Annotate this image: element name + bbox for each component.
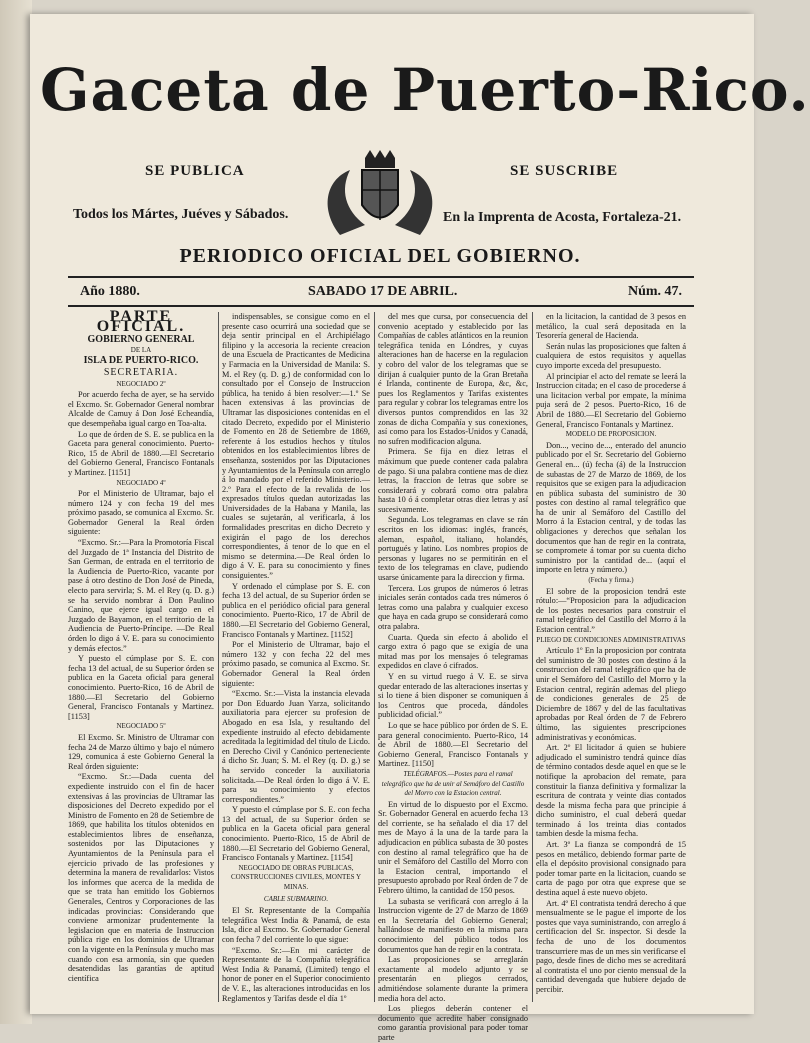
article-paragraph: Art. 4º El contratista tendrá derecho á que mensualmente se le pague el importe de los postes que vaya suministrando, con arreglo á certificacion del Sr. inspector. Si desde la fecha de uno de los documentos transcurriere mas de un mes sin verificarse el pago, desde fines de dicho mes se acreditará al contratista el uno por ciento mensual de la cantidad devengada que hubiere dejado de percibir. bbox=[536, 898, 686, 994]
article-paragraph: Y ordenado el cúmplase por S. E. con fecha 13 del actual, de su Superior órden se publica en el periódico oficial para general conocimiento. Puerto-Rico, 17 de Abril de 1880.—El Secretario del Gobierno General, Francisco Fontanals y Martinez. [1152] bbox=[222, 581, 370, 639]
article-paragraph: El sobre de la proposicion tendrá este rótulo:—“Proposicion para la adjudicacion de los postes necesarios para construir el ramal telegráfico del Castillo del Morro á la Estacion central.” bbox=[536, 586, 686, 634]
article-paragraph: Por el Ministerio de Ultramar, bajo el número 132 y con fecha 22 del mes próximo pasado, se comunica al Excmo. Sr. Gobernador General la Real órden siguiente: bbox=[222, 640, 370, 688]
issue-year: Año 1880. bbox=[80, 284, 140, 299]
masthead-title: Gaceta de Puerto-Rico. bbox=[40, 56, 810, 124]
model-heading: MODELO DE PROPOSICION. bbox=[565, 430, 657, 439]
article-paragraph: La subasta se verificará con arreglo á la Instruccion vigente de 27 de Marzo de 1869 en la Secretaría del Gobierno General; hallándose de manifiesto en la misma para conocimiento del público todos los documentos que han de regir en la contrata. bbox=[378, 896, 528, 954]
column-2 bbox=[222, 312, 370, 1002]
subscribe-label: SE SUSCRIBE bbox=[510, 163, 619, 179]
article-paragraph: Por acuerdo fecha de ayer, se ha servido el Excmo. Sr. Gobernador General nombrar Alcalde de Camuy á Don José Echeandía, que desempeñaba igual cargo en Toa-alta. bbox=[68, 390, 214, 428]
conditions-heading: PLIEGO DE CONDICIONES ADMINISTRATIVAS bbox=[536, 635, 686, 644]
article-paragraph: “Excmo. Sr.:—Dada cuenta del expediente instruido con el fin de hacer extensivas á las provincias de Ultramar las disposiciones del Decreto expedido por el Ministro de Fomento en 28 de Setiembre de 1869, que habilita los títulos obtenidos en establecimientos libres de enseñanza, sostenidos por las Diputaciones y Ayuntamientos de la Península para el ejercicio privado de las profesiones y determina la manera de revalidarlos: Vistos los informes que acerca de la medida de que se trata han emitido los Gobiernos Generales, Centros y Corporaciones de las indicadas provincias: Considerando que conviene armonizar prudentemente la legislacion que en materia de Instruccion pública rige en los dominios de Ultramar con la vigente en la Península y mucho mas cuando con esa armonía, sin que queden desatendidas las garantías de aptitud científica bbox=[68, 772, 214, 983]
article-paragraph: Primera. Se fija en diez letras el máximum que puede contener cada palabra de pago. Si una palabra contiene mas de diez letras, la fraccion de letras que sobre se considerará y cobrará como otra palabra hasta 10 ó á completar otras diez letras y así sucesivamente. bbox=[378, 447, 528, 514]
article-paragraph: El Excmo. Sr. Ministro de Ultramar con fecha 24 de Marzo último y bajo el número 129, comunica á este Gobierno General la Real órden siguiente: bbox=[68, 732, 214, 771]
header-rule-bottom bbox=[68, 305, 694, 307]
coat-of-arms-icon bbox=[320, 150, 440, 240]
article-paragraph: Cuarta. Queda sin efecto á abolido el cargo extra ó pago que se exigía de una mitad mas por los mensajes ó telegramas expedidos en clave ó cifrados. bbox=[378, 632, 528, 671]
publication-days: Todos los Mártes, Juéves y Sábados. bbox=[73, 207, 289, 222]
negociado-heading: NEGOCIADO 4º bbox=[116, 478, 166, 487]
newspaper-subtitle: PERIODICO OFICIAL DEL GOBIERNO. bbox=[179, 245, 581, 267]
article-paragraph: “Excmo. Sr.:—Vista la instancia elevada por Don Eduardo Juan Yarza, solicitando auxiliatoria para ejercer su profesion de Abogado en esa Isla, y resultando del expediente instruido al efecto debidamente acreditada la legitimidad del título de Licdo. en Derecho Civil y Canónico perteneciente á dicho Sr. Juan; S. M. el Rey (q. D. g.) se ha servido conceder la auxiliatoria solicitada.—De Real órden lo digo á V. E. para su conocimiento y efectos correspondientes.” bbox=[222, 689, 370, 804]
article-paragraph: Las proposiciones se arreglarán exactamente al modelo adjunto y se presentarán en pliegos cerrados, admitiéndose solamente durante la primera media hora del acto. bbox=[378, 955, 528, 1003]
negociado-heading: NEGOCIADO DE OBRAS PUBLICAS, CONSTRUCCIONES CIVILES, MONTES Y MINAS. bbox=[230, 863, 362, 892]
article-paragraph: Lo que de órden de S. E. se publica en la Gaceta para general conocimiento. Puerto-Rico, 15 de Abril de 1880.—El Secretario del Gobierno General, Francisco Fontanals y Martinez. [1151] bbox=[68, 429, 214, 477]
article-paragraph: Lo que se hace público por órden de S. E. para general conocimiento. Puerto-Rico, 14 de Abril de 1880.—El Secretario del Gobierno General, Francisco Fontanals y Martinez. [1150] bbox=[378, 720, 528, 769]
article-paragraph: en la licitacion, la cantidad de 3 pesos en metálico, la cual será depositada en la Tesorería general de Hacienda. bbox=[536, 312, 686, 341]
publish-label: SE PUBLICA bbox=[145, 163, 245, 179]
article-paragraph: “Excmo. Sr.:—Para la Promotoría Fiscal del Juzgado de 1ª Instancia del Distrito de San German, de entrada en el territorio de la Audiencia de Puerto-Rico, vacante por pase á otro destino de Don José de Pineda, electo para servirla; S. M. el Rey (q. D. g.) se ha servido nombrar á Don Paulino Canino, que ejerce igual cargo en el Juzgado de Bayamon, en el territorio de la Audiencia de Puerto-Príncipe. —De Real órden lo digo á V. E. para su conocimiento y demás efectos.” bbox=[68, 538, 214, 653]
article-paragraph: Y en su virtud ruego á V. E. se sirva quedar enterado de las alteraciones insertas y si lo tiene á bien disponer se comuniquen á los Centros que proceda, dándoles publicidad oficial.” bbox=[378, 671, 528, 720]
issue-date: SABADO 17 DE ABRIL. bbox=[308, 284, 458, 299]
heading-connector: DE LA bbox=[130, 345, 152, 354]
article-paragraph: del mes que cursa, por consecuencia del convenio aceptado y establecido por las Compañías de cables atlánticos en la reunion telegráfica tenida en Lóndres, y cuyas alteraciones han de hacerse en la regulacion y cobro del valor de los telegramas que se dirijan á cualquier punto de la Gran Bretaña é Irlanda, continente de Europa, &c, &c, pues los Reglamentos y Tarifas existentes para regular y cobrar los telegramas entre los diversos puntos comprendidos en las 32 zonas de dicha Compañía y sus conexiones, así como para los Estados-Unidos y Canadá, no sufren modificacion alguna. bbox=[378, 312, 528, 446]
article-paragraph: Segunda. Los telegramas en clave se rán escritos en los idiomas: inglés, francés, aleman, español, italiano, holandés, portugués y latino. Los nombres propios de personas y lugares no se permitirán en el texto de los telegramas en clave, pudiendo usarse únicamente para la direccion y firma. bbox=[378, 515, 528, 583]
telegraph-heading: TELÉGRAFOS.—Postes para el ramal telegráfico que ha de unir al Semáforo del Castillo del Morro con la Estacion central. bbox=[381, 769, 525, 798]
signature-note: (Fecha y firma.) bbox=[588, 576, 634, 585]
article-paragraph: Y puesto el cúmplase por S. E. con fecha 13 del actual, de su Superior órden se publica en la Gaceta oficial para general conocimiento. Puerto-Rico, 16 de Abril de 1880.—El Secretario del Gobierno General, Francisco Fontanals y Martinez. [1153] bbox=[68, 654, 214, 721]
column-divider bbox=[218, 312, 219, 1002]
island-heading: ISLA DE PUERTO-RICO. bbox=[83, 355, 199, 367]
article-paragraph: Art. 2º El licitador á quien se hubiere adjudicado el suministro tendrá quince días de término contados desde aquel en que se le notifique la aprobacion del remate, para constituir la fianza definitiva y formalizar la escritura de contrata y veinte dias contados desde la misma fecha para que principie á dicho suministro, el cual deberá quedar terminado á los treinta dias contados tambien desde la misma fecha. bbox=[536, 743, 686, 839]
column-divider bbox=[532, 312, 533, 1002]
article-paragraph: Don..., vecino de..., enterado del anuncio publicado por el Sr. Secretario del Gobierno General en... (ú) fecha (á) de la Instruccion de subastas de 27 de Marzo de 1869, de los requisitos que se exigen para la adjudicacion en pública subasta del suministro de 30 postes con destino al ramal telegráfico que ha de unir al Semáforo del Castillo del Morro á la Estacion central, y de todas las obligaciones y derechos que señalan los documentos que han de regir en la contrata, se compromete á tomar por su cuenta dicho suministro por la cantidad de... (aquí el importe en letra y número.) bbox=[536, 440, 686, 575]
column-divider bbox=[374, 312, 375, 1002]
column-1 bbox=[68, 308, 214, 1002]
article-paragraph: Y puesto el cúmplase por S. E. con fecha 13 del actual, de su Superior órden se publica en la Gaceta oficial para general conocimiento. Puerto-Rico, 15 de Abril de 1880.—El Secretario del Gobierno General, Francisco Fontanals y Martinez. [1154] bbox=[222, 805, 370, 863]
negociado-heading: NEGOCIADO 2º bbox=[116, 379, 166, 388]
issue-number: Núm. 47. bbox=[628, 284, 683, 299]
article-paragraph: El Sr. Representante de la Compañía telegráfica West India & Panamá, de esta Isla, dice al Excmo. Sr. Gobernador General con fecha 7 del corriente lo que sigue: bbox=[222, 906, 370, 944]
article-paragraph: Serán nulas las proposiciones que falten á cualquiera de estos requisitos y aquellas cuyo importe exceda del presupuesto. bbox=[536, 341, 686, 370]
article-paragraph: Art. 3º La fianza se compondrá de 15 pesos en metálico, debiendo formar parte de ella el depósito provisional consignado para poder tomar parte en la licitacion, cuando se carta de pago por otra que exprese que se destina aquel á este nuevo objeto. bbox=[536, 840, 686, 898]
article-paragraph: En virtud de lo dispuesto por el Excmo. Sr. Gobernador General en acuerdo fecha 13 del corriente, se ha señalado el dia 17 del mes de Mayo á la una de la tarde para la adjudicacion en pública subasta de 30 postes con destino al ramal telegráfico que ha de unir el Semáforo del Castillo del Morro con la Estacion central, importando el presupuesto aprobado por Real órden de 7 de Febrero último, la cantidad de 150 pesos. bbox=[378, 799, 528, 896]
book-spine bbox=[0, 0, 32, 1024]
negociado-heading: NEGOCIADO 5º bbox=[116, 722, 166, 731]
cable-heading: CABLE SUBMARINO. bbox=[263, 894, 329, 903]
article-paragraph: Los pliegos deberán contener el documento que acredite haber consignado como garantía provisional para poder tomar parte bbox=[378, 1004, 528, 1042]
column-3 bbox=[378, 312, 528, 1042]
header-rule-top bbox=[68, 276, 694, 278]
article-paragraph: indispensables, se consigue como en el presente caso ocurrirá una sociedad que se deja sentir principal en el Archipiélago filipino y la accesoria la reciente creacion de una Escuela de Practicantes de Medicina y Farmacia en la Universidad de Manila: S. M. el Rey (q. D. g.) de conformidad con lo consultado por el Consejo de Instruccion pública, ha tenido á bien resolver:—1.º Se hacen extensivas á las provincias de Ultramar las disposiciones contenidas en el citado Decreto, expedido por el Ministerio de Fomento en 28 de Setiembre de 1869, referente á los estudios hechos y títulos obtenidos en los establecimientos libres de enseñanza, sostenidos por las Diputaciones y Ayuntamientos de la Península con arreglo á lo mandado por el referido Ministerio.—2.º Para el efecto de la revalida de los expresados títulos quedan autorizadas las Universidades de la Habana y Manila, las cuales se sujetarán, al verificarla, á los formalidades prescritas en dicho Decreto y exigirán el pago de los derechos correspondientes, á tenor de lo que en el mismo se determina.—De Real órden lo digo á V. E. para su conocimiento y fines consiguientes.” bbox=[222, 312, 370, 581]
section-heading: PARTE OFICIAL. bbox=[96, 308, 186, 335]
article-paragraph: Tercera. Los grupos de números ó letras iniciales serán contados cada tres números ó letras como una palabra y cualquier exceso que haya en cada grupo se considerará como otra palabra. bbox=[378, 583, 528, 631]
secretaria-heading: SECRETARIA. bbox=[103, 366, 179, 378]
printing-house: En la Imprenta de Acosta, Fortaleza-21. bbox=[443, 210, 682, 225]
article-paragraph: Al principiar el acto del remate se leerá la Instruccion citada; en el caso de procederse á una licitacion verbal por empate, la mínima puja será de 2 pesos. Puerto-Rico, 16 de Abril de 1880.—El Secretario del Gobierno General, Francisco Fontanals y Martinez. bbox=[536, 371, 686, 429]
article-paragraph: Por el Ministerio de Ultramar, bajo el número 124 y con fecha 19 del mes próximo pasado, se comunica al Excmo. Sr. Gobernador General la Real órden siguiente: bbox=[68, 489, 214, 537]
article-paragraph: Artículo 1º En la proposicion por contrata del suministro de 30 postes con destino á la construccion del ramal telegráfico que ha de unir el Semáforo del Castillo del Morro y la Estacion central, regirán ademas del pliego de condiciones generales de 25 de Diciembre de 1867 y del de las facultativas aprobadas por Real órden de 7 de Febrero último, las siguientes prescripciones administrativas y económicas. bbox=[536, 646, 686, 742]
government-heading: GOBIERNO GENERAL bbox=[87, 334, 195, 346]
article-paragraph: “Excmo. Sr.:—En mi carácter de Representante de la Compañía telegráfica West India & Panamá, (Limited) tengo el honor de poner en el Superior conocimiento de V. E., las alteraciones introducidas en los Reglamentos y Tarifas desde el día 1º bbox=[222, 945, 370, 1003]
column-4 bbox=[536, 312, 686, 1002]
